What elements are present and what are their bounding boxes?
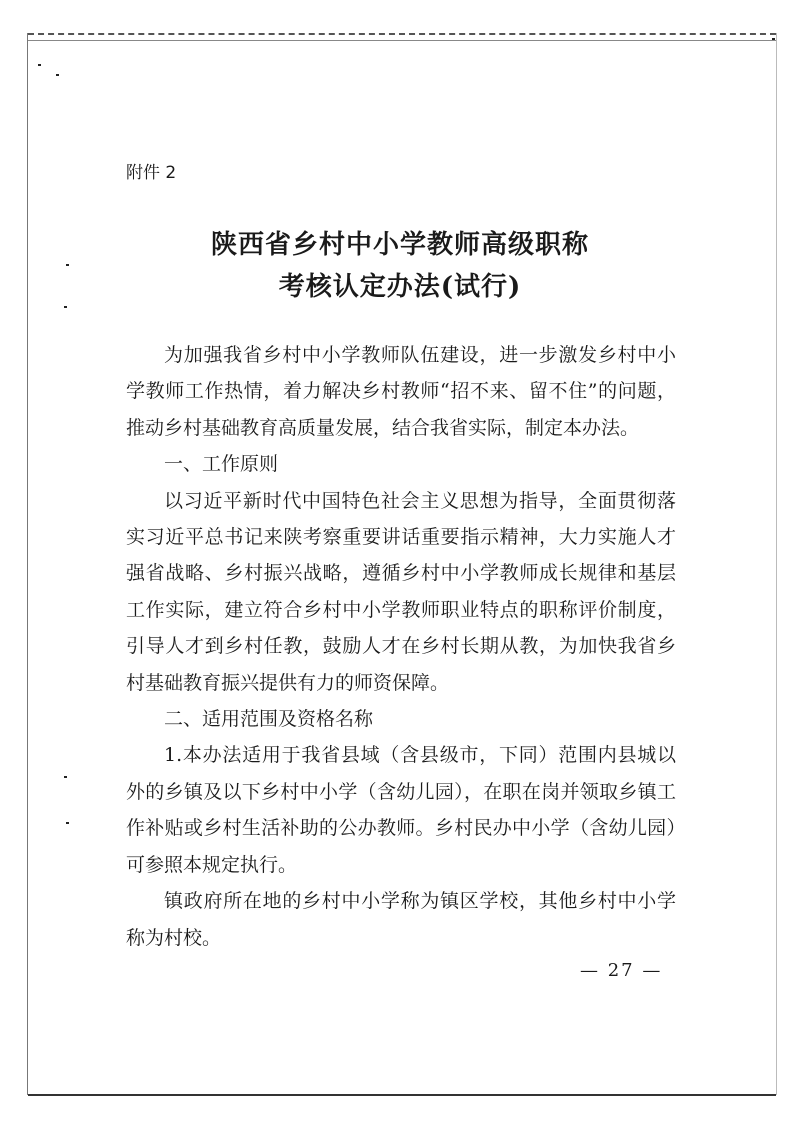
document-body <box>126 337 676 956</box>
scan-border-top <box>28 33 776 35</box>
scan-speck <box>772 38 775 40</box>
section-heading-principles: 一、工作原则 <box>164 453 279 476</box>
scope-paragraph-2: 镇政府所在地的乡村中小学称为镇区学校，其他乡村中小学称为村校。 <box>126 890 676 949</box>
scan-speck <box>66 822 69 824</box>
scan-speck <box>56 74 59 76</box>
principles-paragraph: 以习近平新时代中国特色社会主义思想为指导，全面贯彻落实习近平总书记来陕考察重要讲话重要指示精神，大力实施人才强省战略、乡村振兴战略，遵循乡村中小学教师成长规律和基层工作实际，建立符合乡村中小学教师职业特点的职称评价制度，引导人才到乡村任教，鼓励人才在乡村长期从教，为加快我省乡村基础教育振兴提供有力的师资保障。 <box>126 489 676 694</box>
scan-border-right <box>776 33 777 1095</box>
scan-border-left <box>27 33 28 1095</box>
scan-border-bottom <box>28 1094 776 1096</box>
document-title-line-1: 陕西省乡村中小学教师高级职称 <box>210 230 589 260</box>
page-number: — 27 — <box>580 960 663 981</box>
attachment-label: 附件 2 <box>126 163 177 183</box>
section-heading-scope: 二、适用范围及资格名称 <box>164 708 374 731</box>
scan-border-top-inner <box>28 40 776 41</box>
scope-paragraph-1: 1.本办法适用于我省县域（含县级市，下同）范围内县城以外的乡镇及以下乡村中小学（含幼儿园），在职在岗并领取乡镇工作补贴或乡村生活补助的公办教师。乡村民办中小学（含幼儿园）可参照本规定执行。 <box>126 744 676 876</box>
scan-speck <box>64 306 67 308</box>
intro-paragraph: 为加强我省乡村中小学教师队伍建设，进一步激发乡村中小学教师工作热情，着力解决乡村教师“招不来、留不住”的问题，推动乡村基础教育高质量发展，结合我省实际，制定本办法。 <box>126 344 676 439</box>
document-title-line-2: 考核认定办法(试行) <box>278 272 522 302</box>
scan-speck <box>64 776 67 778</box>
scan-speck <box>38 64 41 66</box>
scan-speck <box>66 264 69 266</box>
